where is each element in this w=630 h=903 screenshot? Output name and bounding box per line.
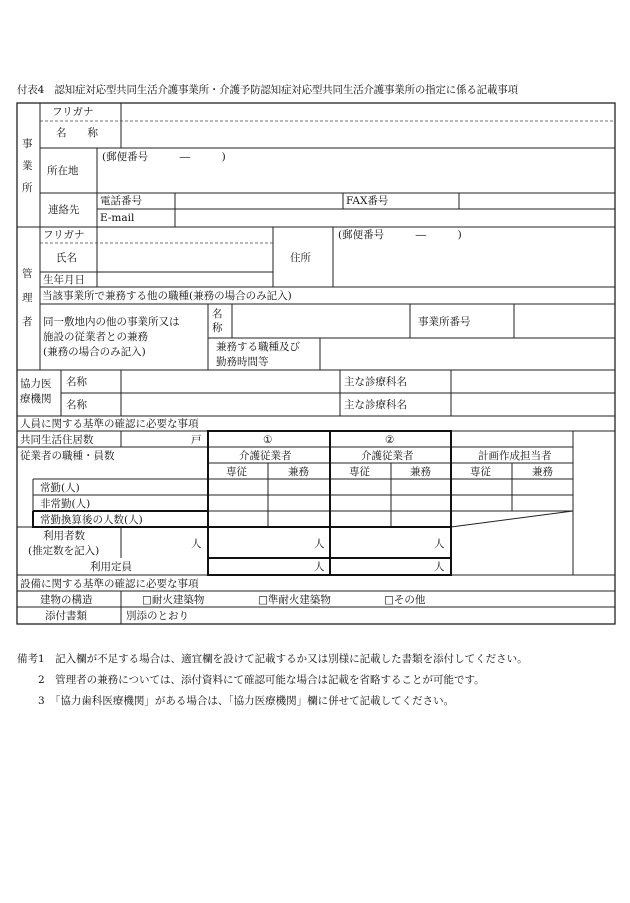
fulltime-2-label: 専従 [349,466,370,478]
office-postal-label: (郵便番号 ― ) [102,151,226,163]
concurrent-1-label: 兼務 [288,466,309,478]
capacity-label: 利用定員 [90,561,132,573]
regular-label: 常勤(人) [40,482,80,494]
office-phone-label: 電話番号 [100,195,142,207]
planner-label: 計画作成担当者 [478,450,552,462]
manager-postal-label: (郵便番号 ― ) [338,229,462,241]
manager-concurrent-label-1: 同一敷地内の他の事業所又は [43,316,180,328]
manager-dob-label: 生年月日 [43,274,85,286]
office-furigana-label: フリガナ [52,106,94,118]
office-name-label: 名 称 [56,127,98,139]
manager-section-label-1: 管 [22,268,33,280]
manager-duty-label-1: 兼務する職種及び [216,341,300,353]
manager-duty-label-2: 勤務時間等 [216,356,269,368]
manager-concurrent-label-2: 施設の従業者との兼務 [43,331,148,343]
manager-name-short-2: 称 [212,322,223,334]
coop-name-label-1: 名称 [66,376,87,388]
office-section-label-1: 事 [22,138,33,150]
capacity-unit-1: 人 [314,561,325,573]
manager-section-label-3: 者 [22,316,33,328]
users-label-2: (推定数を記入) [28,545,100,557]
household-unit: 戸 [191,434,202,446]
office-section-label-2: 業 [22,160,33,172]
option-semi-fireproof: □準耐火建築物 [258,594,331,606]
col1-label: ① [263,434,273,446]
col2-label: ② [385,434,395,446]
note-2: 2 管理者の兼務については、添付資料にて確認可能な場合は記載を省略することが可能です。 [17,674,485,686]
manager-furigana-label: フリガナ [43,229,85,241]
office-fax-label: FAX番号 [346,195,389,207]
users-unit-1: 人 [314,538,325,550]
capacity-unit-2: 人 [434,561,445,573]
coop-label-1: 協力医 [20,378,52,390]
users-unit-2: 人 [434,538,445,550]
notes [17,649,528,712]
fulltime-1-label: 専従 [226,466,247,478]
households-label: 共同生活住居数 [20,434,94,446]
concurrent-3-label: 兼務 [532,466,553,478]
page-title: 付表4 認知症対応型共同生活介護事業所・介護予防認知症対応型共同生活介護事業所の指定に係る記載事項 [17,84,518,96]
staff-counts-label: 従業者の職種・員数 [20,450,115,462]
note-3: 3 「協力歯科医療機関」がある場合は、「協力医療機関」欄に併せて記載してください。 [17,695,455,707]
coop-dept-label-1: 主な診療科名 [344,376,407,388]
manager-section-label-2: 理 [22,292,33,304]
caregiver-2-label: 介護従業者 [361,450,414,462]
manager-name-label: 氏名 [56,252,77,264]
manager-name-short-1: 名 [212,308,223,320]
concurrent-2-label: 兼務 [410,466,431,478]
attach-value: 別添のとおり [126,610,189,622]
manager-other-job-label: 当該事業所で兼務する他の職種(兼務の場合のみ記入) [42,290,292,302]
facility-header: 設備に関する基準の確認に必要な事項 [20,578,199,590]
parttime-label: 非常勤(人) [40,498,91,510]
staffing-header: 人員に関する基準の確認に必要な事項 [20,418,199,430]
coop-name-label-2: 名称 [66,399,87,411]
manager-concurrent-label-3: (兼務の場合のみ記入) [43,346,146,358]
converted-label: 常勤換算後の人数(人) [40,514,143,526]
coop-dept-label-2: 主な診療科名 [344,399,407,411]
manager-address-label: 住所 [290,252,311,264]
attach-label: 添付書類 [45,610,87,622]
users-label-1: 利用者数 [43,530,85,542]
users-unit-0: 人 [191,538,202,550]
option-other: □その他 [384,594,426,606]
coop-label-2: 療機関 [20,393,52,405]
office-section-label-3: 所 [22,182,33,194]
office-contact-label: 連絡先 [48,204,80,216]
office-email-label: E-mail [100,212,135,224]
caregiver-1-label: 介護従業者 [239,450,292,462]
fulltime-3-label: 専従 [470,466,491,478]
option-fireproof: □耐火建築物 [142,594,205,606]
structure-label: 建物の構造 [40,594,93,606]
manager-office-no-label: 事業所番号 [418,316,471,328]
office-address-label: 所在地 [47,165,79,177]
note-1: 備考1 記入欄が不足する場合は、適宜欄を設けて記載するか又は別様に記載した書類を添付してください。 [17,653,528,665]
